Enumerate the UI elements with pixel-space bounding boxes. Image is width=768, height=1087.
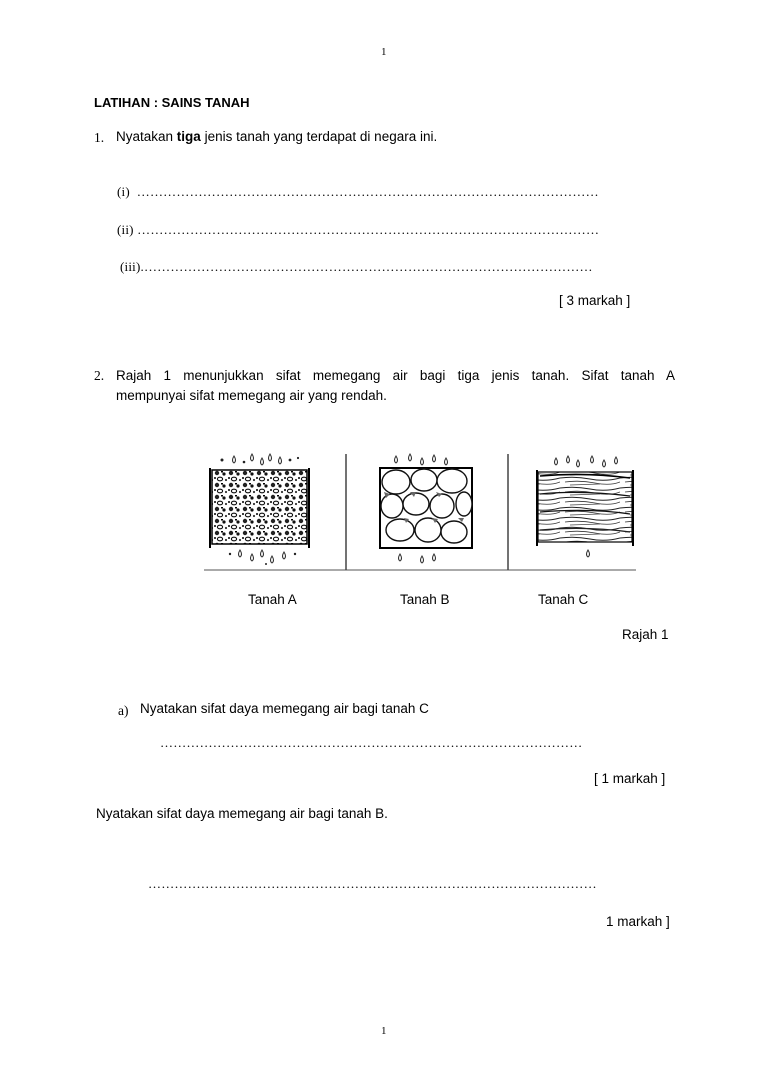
q2-line-2: mempunyai sifat memegang air yang rendah. <box>116 388 387 403</box>
q1-text-bold: tiga <box>176 129 201 144</box>
q2-number: 2. <box>94 368 105 383</box>
q1-answer-label-2: (ii) <box>117 222 134 237</box>
q2a-label: a) <box>118 703 129 718</box>
soil-diagram <box>200 446 640 574</box>
q1-text <box>116 129 437 144</box>
tanah-b-illustration <box>380 454 472 563</box>
q2b-marks: 1 markah ] <box>606 914 670 929</box>
q1-answer-line-3[interactable] <box>120 259 593 275</box>
q2-line-1-text: Rajah 1 menunjukkan sifat memegang air bagi tiga jenis tanah. Sifat tanah A <box>116 368 675 383</box>
footer-page-number: 1 <box>381 1025 387 1037</box>
worksheet-title: LATIHAN : SAINS TANAH <box>94 95 250 110</box>
q2b-answer-line[interactable]: ………………………………………………………………………………………… <box>148 876 597 891</box>
q2b-text: Nyatakan sifat daya memegang air bagi tanah B. <box>96 806 388 821</box>
q1-text-after: jenis tanah yang terdapat di negara ini. <box>200 129 438 144</box>
tanah-b-label: Tanah B <box>400 592 450 607</box>
q2a-marks: [ 1 markah ] <box>594 771 666 786</box>
q1-answer-dots-2: …………………………………………………………………………………………… <box>137 222 600 237</box>
figure-caption: Rajah 1 <box>622 627 669 642</box>
q2-line-1 <box>116 366 675 386</box>
tanah-a-illustration <box>210 454 309 565</box>
q2a-answer-line[interactable]: …………………………………………………………………………………… <box>160 735 583 750</box>
q1-answer-line-1[interactable] <box>117 184 599 200</box>
q1-text-before: Nyatakan <box>116 129 177 144</box>
q1-answer-line-2[interactable] <box>117 222 599 238</box>
tanah-c-illustration <box>537 456 633 557</box>
q1-answer-dots-1: …………………………………………………………………………………………… <box>136 184 599 199</box>
q1-answer-dots-3: ………………………………………………………………………………………… <box>143 259 593 274</box>
header-page-number: 1 <box>381 46 387 58</box>
q1-number: 1. <box>94 130 105 145</box>
q1-marks: [ 3 markah ] <box>559 293 631 308</box>
q1-answer-label-3: (iii). <box>120 259 144 274</box>
tanah-c-label: Tanah C <box>538 592 589 607</box>
q1-answer-label-1: (i) <box>117 184 130 199</box>
q2a-text: Nyatakan sifat daya memegang air bagi tanah C <box>140 701 429 716</box>
tanah-a-label: Tanah A <box>248 592 297 607</box>
